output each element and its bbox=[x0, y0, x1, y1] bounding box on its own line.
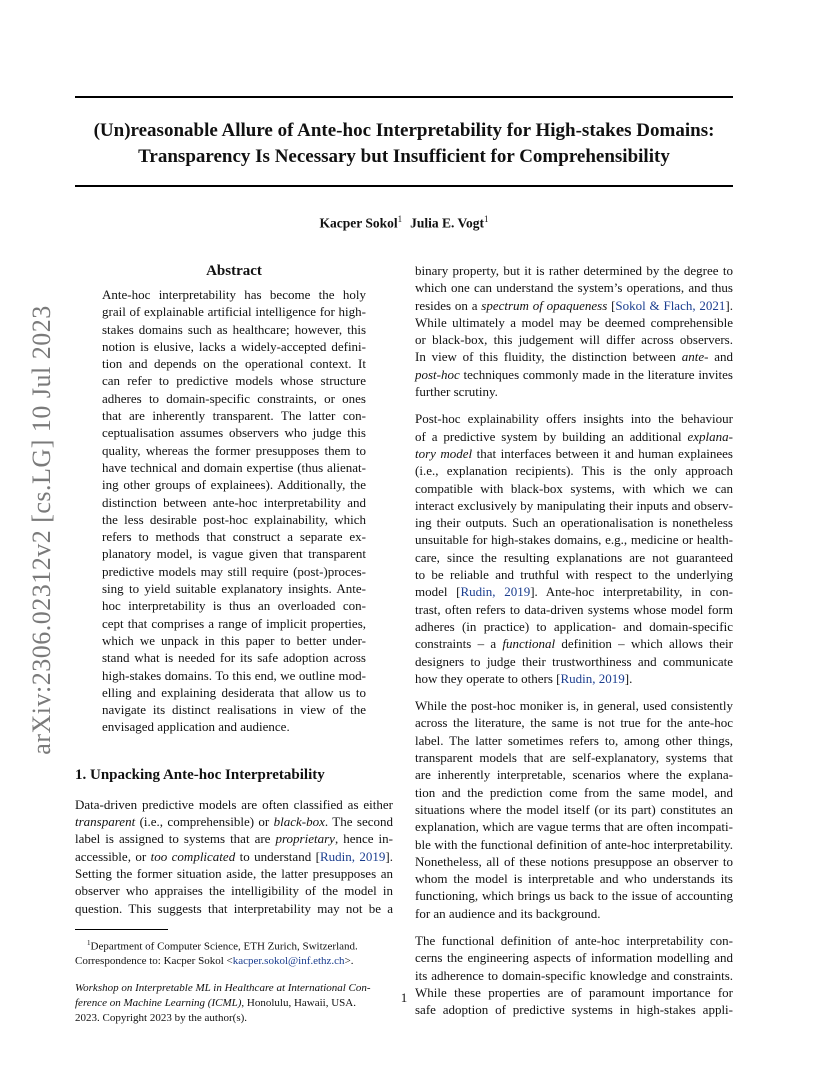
text-line: are inherently interpretable, scenarios where the explana- bbox=[415, 767, 733, 783]
section-heading: 1. Unpacking Ante-hoc Interpretability bbox=[75, 766, 325, 783]
text-line: hoc interpretability is thus an overloaded con- bbox=[102, 598, 366, 614]
text-line: Setting the former situation aside, the latter presupposes an bbox=[75, 865, 393, 881]
affiliation-mark: 1 bbox=[397, 214, 403, 224]
email-link[interactable]: kacper.sokol@inf.ethz.ch bbox=[232, 955, 345, 968]
footnote-rule bbox=[75, 929, 168, 930]
text-line: transparent models that are self-explanatory, systems that bbox=[415, 750, 733, 766]
text-line: safe adoption of predictive systems in high-stakes appli- bbox=[415, 1002, 733, 1018]
text-line: situations where the model itself (or its part) constitutes an bbox=[415, 801, 733, 817]
text-line: quality, whereas the former presupposes them to bbox=[102, 442, 366, 458]
text-line: planatory model, is vague given that transparent bbox=[102, 546, 366, 562]
text-line: tion and the prediction come from the same model, and bbox=[415, 784, 733, 800]
citation-link[interactable]: Rudin, 2019 bbox=[560, 670, 625, 686]
text-line: functioning, which brings us back to the issue of accounting bbox=[415, 888, 733, 904]
text-line: cept that comprises a range of implicit properties, bbox=[102, 615, 366, 631]
footnote: $^1$Department of Computer Science, ETH Zurich, Switzerland. Correspondence to: Kacper Sokol <kacper.sokol@inf.ethz.ch>. bbox=[75, 938, 358, 968]
paper-title bbox=[75, 118, 733, 170]
text-line: cerns the engineering aspects of information modelling and bbox=[415, 950, 733, 966]
abstract-body bbox=[75, 286, 393, 736]
text-line: whom the model is interpretable and who understands its bbox=[415, 871, 733, 887]
text-line: transparent (i.e., comprehensible) or black-box. The second bbox=[75, 814, 393, 830]
citation-link[interactable]: Rudin, 2019 bbox=[460, 584, 531, 600]
author-list bbox=[75, 214, 733, 232]
text-line: its adherence to domain-specific knowledge and constraints. bbox=[415, 967, 733, 983]
paragraph bbox=[415, 697, 733, 922]
text-line: ing other groups of explainees). Additionally, the bbox=[102, 477, 366, 493]
text-line: accessible, or too complicated to understand [Rudin, 2019]. bbox=[75, 848, 393, 864]
affiliation-mark: 1 bbox=[484, 214, 489, 224]
left-column bbox=[75, 262, 393, 1026]
text-line: sing to yield suitable explanatory insights. Ante- bbox=[102, 581, 366, 597]
text-line: label is assigned to systems that are proprietary, hence in- bbox=[75, 831, 393, 847]
text-line: stakes domains such as healthcare; however, this bbox=[102, 321, 366, 337]
text-line: envisaged application and audience. bbox=[102, 719, 290, 735]
text-line: can refer to predictive models whose structure bbox=[102, 373, 366, 389]
right-column bbox=[415, 262, 733, 1018]
text-line: across the literature, the same is not true for the ante-hoc bbox=[415, 715, 733, 731]
text-line: have technical and domain expertise (thus alienat- bbox=[102, 459, 366, 475]
text-line: question. This suggests that interpretability may not be a bbox=[75, 900, 393, 916]
arxiv-identifier-stamp: arXiv:2306.02312v2 [cs.LG] 10 Jul 2023 bbox=[27, 305, 56, 755]
text-line: observer who appraises the intelligibility of the model in bbox=[75, 883, 393, 899]
text-line: notion is elusive, lacks a widely-accepted defini- bbox=[102, 338, 366, 354]
text-line: that are inherently transparent. The latter con- bbox=[102, 408, 366, 424]
workshop-note: Workshop on Interpretable ML in Healthcare at International Con- ference on Machine Learning (ICML), Honolulu, Hawaii, USA. 2023. Copyright 2023 by the author(s). bbox=[75, 982, 371, 1025]
title-line-2: Transparency Is Necessary but Insufficient for Comprehensibility bbox=[138, 146, 670, 167]
text-line: refers to methods that construct a separate ex- bbox=[102, 529, 366, 545]
citation-link[interactable]: Sokol & Flach, 2021 bbox=[615, 297, 726, 313]
title-line-1: (Un)reasonable Allure of Ante-hoc Interpretability for High-stakes Domains: bbox=[93, 120, 715, 141]
author-name: Kacper Sokol bbox=[319, 215, 398, 231]
text-line: for an audience and its background. bbox=[415, 905, 601, 921]
text-line: Nonetheless, all of these notions presuppose an observer to bbox=[415, 853, 733, 869]
text-line: tion and depends on the operational context. It bbox=[102, 356, 366, 372]
section-paragraph bbox=[75, 796, 393, 917]
text-line: While these properties are of paramount importance for bbox=[415, 984, 733, 1000]
text-line: stand what is needed for its safe adoption across bbox=[102, 650, 366, 666]
text-line: high-stakes domains. To this end, we outline mod- bbox=[102, 667, 366, 683]
text-line: The functional definition of ante-hoc interpretability con- bbox=[415, 932, 733, 948]
author-name: Julia E. Vogt bbox=[410, 215, 485, 231]
text-line: grail of explainable artificial intelligence for high- bbox=[102, 304, 366, 320]
text-line: label. The latter sometimes refers to, among other things, bbox=[415, 732, 733, 748]
paragraph: binary property, but it is rather determined by the degree to which one can understand the system’s operations, and thus resides on a spectrum of opaqueness [Sokol & Flach, 2021]. While ultimately a model may be deemed comprehensible or black-box, this judgement will differ across observers. In view of this fluidity, the distinction between ante- and post-hoc techniques commonly made in the literature invites further scrutiny. bbox=[415, 263, 733, 400]
text-line: distinction between ante-hoc interpretability and bbox=[102, 494, 366, 510]
text-line: explanation, which are vague terms that are often incompati- bbox=[415, 819, 733, 835]
text-line: which we unpack in this paper to better under- bbox=[102, 632, 366, 648]
text-line: ble with the functional definition of ante-hoc interpretability. bbox=[415, 836, 733, 852]
citation-link[interactable]: Rudin, 2019 bbox=[319, 848, 386, 864]
text-line: navigate its distinct realisations in view of the bbox=[102, 702, 366, 718]
abstract-heading: Abstract bbox=[206, 263, 262, 279]
text-line: elling and explaining desiderata that allow us to bbox=[102, 684, 366, 700]
text-line: Ante-hoc interpretability has become the holy bbox=[102, 287, 366, 302]
title-bottom-rule bbox=[75, 185, 733, 187]
text-line: While the post-hoc moniker is, in general, used consistently bbox=[415, 698, 733, 714]
page-number: 1 bbox=[400, 990, 408, 1005]
text-line: predictive models may still require (post-)proces- bbox=[102, 563, 366, 579]
text-line: adheres to domain-specific constraints, or ones bbox=[102, 390, 366, 406]
text-line: Data-driven predictive models are often classified as either bbox=[75, 796, 393, 812]
title-top-rule bbox=[75, 96, 733, 98]
text-line: the less desirable post-hoc explainability, which bbox=[102, 511, 366, 527]
paragraph: Post-hoc explainability offers insights into the behaviour of a predictive system by building an additional explana- tory model that interfaces between it and human explainees (i.e., explanation recipients). This is the only approach compatible with black-box systems, with which we can interact exclusively by manipulating their inputs and observ- ing their outputs. Such an operationalisation is nonetheless unsuitable for high-stakes domains, e.g., medicine or health- care, since the resulting explanations are not guaranteed to be reliable and truthful with respect to the underlying model [Rudin, 2019]. Ante-hoc interpretability, in con- trast, often refers to data-driven systems whose model form adheres (in practice) to application- and domain-specific constraints – a functional definition – which allows their designers to judge their trustworthiness and communicate how they operate to others [Rudin, 2019]. bbox=[415, 411, 733, 686]
text-line: ceptualisation assumes observers who judge this bbox=[102, 425, 366, 441]
